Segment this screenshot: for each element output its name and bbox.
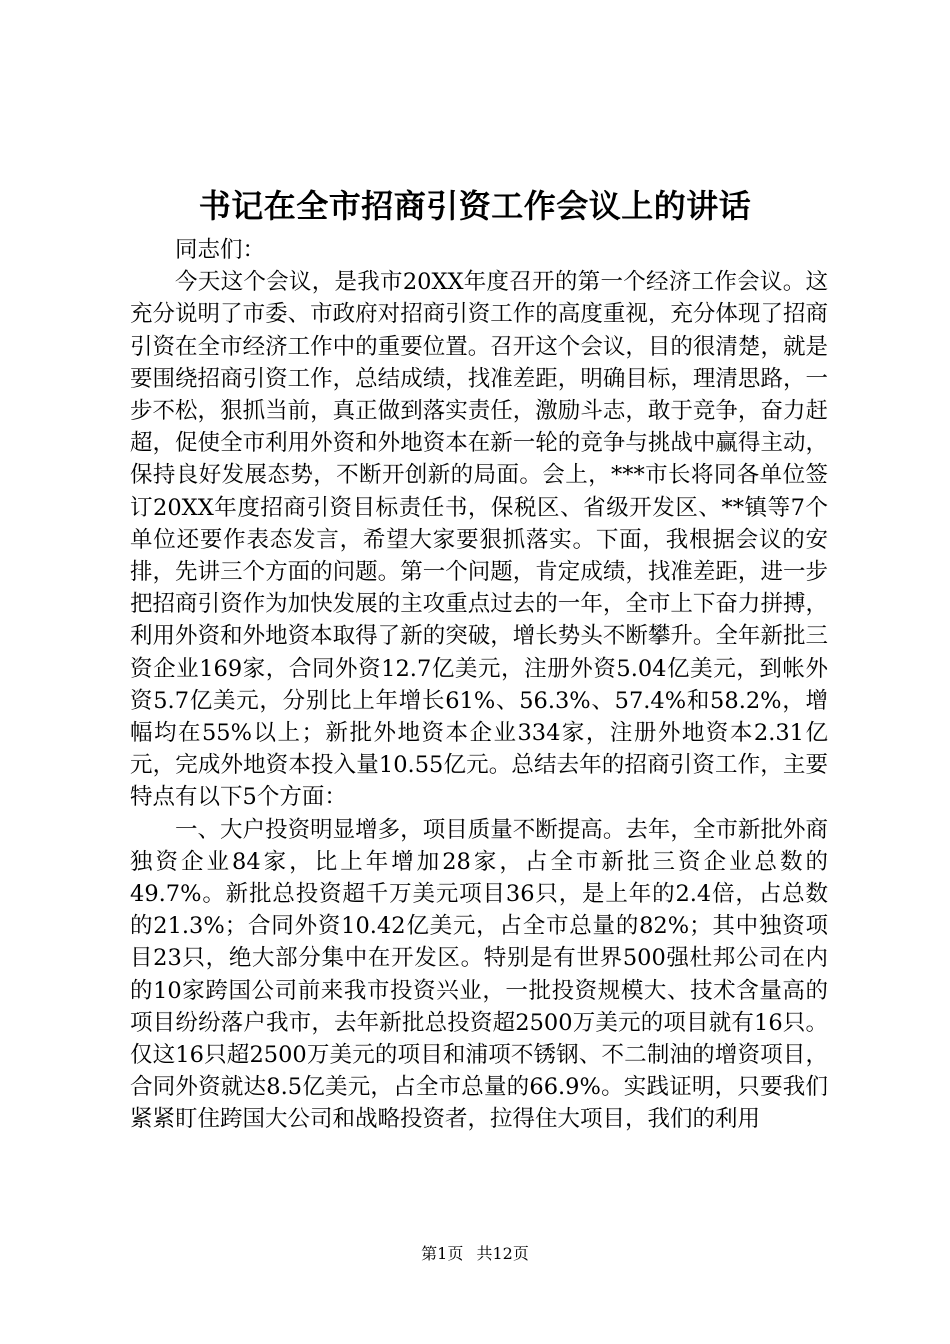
paragraph-1: 今天这个会议，是我市20XX年度召开的第一个经济工作会议。这充分说明了市委、市政府对招商引资工作的高度重视，充分体现了招商引资在全市经济工作中的重要位置。召开这个会议，目的很清楚，就是要围绕招商引资工作，总结成绩，找准差距，明确目标，理清思路，一步不松，狠抓当前，真正做到落实责任，激励斗志，敢于竞争，奋力赶超，促使全市利用外资和外地资本在新一轮的竞争与挑战中赢得主动，保持良好发展态势，不断开创新的局面。会上，***市长将同各单位签订20XX年度招商引资目标责任书，保税区、省级开发区、**镇等7个单位还要作表态发言，希望大家要狠抓落实。下面，我根据会议的安排，先讲三个方面的问题。第一个问题，肯定成绩，找准差距，进一步把招商引资作为加快发展的主攻重点过去的一年，全市上下奋力拼搏，利用外资和外地资本取得了新的突破，增长势头不断攀升。全年新批三资企业169家，合同外资12.7亿美元，注册外资5.04亿美元，到帐外资5.7亿美元，分别比上年增长61%、56.3%、57.4%和58.2%，增幅均在55%以上；新批外地资本企业334家，注册外地资本2.31亿元，完成外地资本投入量10.55亿元。总结去年的招商引资工作，主要特点有以下5个方面： — [130, 269, 828, 811]
document-body — [130, 234, 828, 1136]
salutation: 同志们： — [175, 237, 266, 263]
paragraph-2: 一、大户投资明显增多，项目质量不断提高。去年，全市新批外商独资企业84家，比上年增加28家，占全市新批三资企业总数的49.7%。新批总投资超千万美元项目36只，是上年的2.4倍，占总数的21.3%；合同外资10.42亿美元，占全市总量的82%；其中独资项目23只，绝大部分集中在开发区。特别是有世界500强杜邦公司在内的10家跨国公司前来我市投资兴业，一批投资规模大、技术含量高的项目纷纷落户我市，去年新批总投资超2500万美元的项目就有16只。仅这16只超2500万美元的项目和浦项不锈钢、不二制油的增资项目，合同外资就达8.5亿美元，占全市总量的66.9%。实践证明，只要我们紧紧盯住跨国大公司和战略投资者，拉得住大项目，我们的利用 — [130, 816, 828, 1133]
document-title: 书记在全市招商引资工作会议上的讲话 — [198, 187, 752, 225]
page-total: 共12页 — [476, 1244, 529, 1263]
page-footer — [0, 1242, 950, 1266]
page-number: 第1页 — [421, 1244, 464, 1263]
